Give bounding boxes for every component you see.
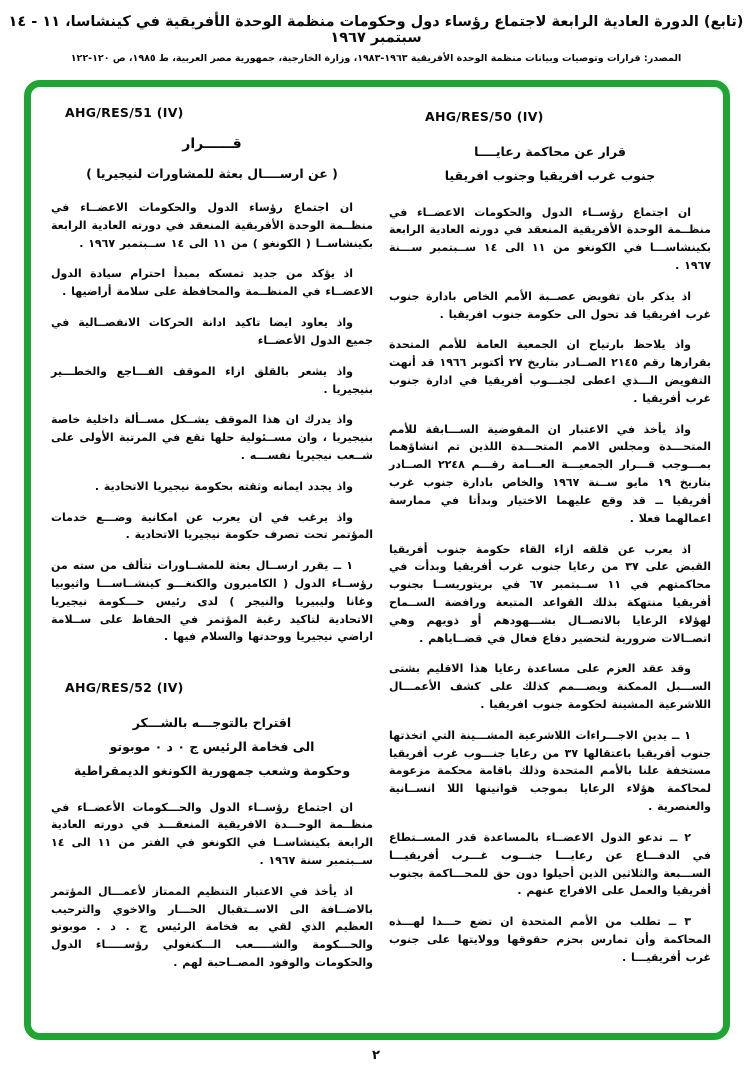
- paragraph: واذ يدرك ان هذا الموقف يشــكل مســألة داخلية خاصة بنيجيريا ، وان مســئولية حلها تقع في المرتبة الأولى على شــعب نيجيريا نفســـه .: [51, 413, 373, 462]
- resolution-52-body: [51, 799, 373, 972]
- paragraph: ١ ــ يدين الاجـــراءات اللاشرعية المشـــينة التي اتخذتها جنوب أفريقيا باعتقالها ٣٧ من رعايا جنـــوب غرب أفريقيا مستخفة علنا بالأمم المتحدة وذلك باقامة محكمة مزعومة لمحاكمة هؤلاء الرعايا بموجب قوانينها اللا انســانية والعنصرية .: [388, 728, 711, 814]
- page-number: ٢: [372, 1048, 380, 1063]
- title-line: اقتراح بالتوجـــه بالشـــكر: [132, 715, 292, 731]
- title-line: قرار عن محاكمة رعايــــا: [474, 144, 626, 159]
- resolution-52: [51, 680, 373, 972]
- resolution-50: [389, 109, 711, 967]
- resolution-51-body: [51, 199, 373, 646]
- corner-artifact-bottom-left: [22, 1022, 43, 1041]
- paragraph: ان اجتماع رؤساء الدول والحكومات الاعضــاء في منظــمة الوحدة الأفريقية المنعقد في دورته العادية الرابعة بكينشاســا ( الكونغو ) من ١١ الى ١٤ ســبتمبر ١٩٦٧ .: [51, 201, 373, 250]
- paragraph: اذ يأخذ في الاعتبار التنظيم الممتاز لأعمـــال المؤتمر بالاضــافة الى الاســتقبال الحـــار والاخوي والترحيب العظيم الذي لقي به فخامة الرئيس ج . د . موبوتو والحـــكومة والشـــــعب الـــكنغولي رؤســـــاء الدول والحكومات والوفود المصــاحبة لهم .: [51, 884, 373, 969]
- right-column: [389, 101, 711, 1019]
- resolution-50-code: AHG/RES/50 (IV): [425, 109, 544, 124]
- paragraph: واذ يأخذ في الاعتبار ان المفوضية الســـابقة للأمم المتحـــدة ومجلس الامم المتحـــدة اللذين تم انشاؤهما بمـــوجب قـــرار الجمعيـــة العـــامة رقـــم ٢٢٤٨ الصــادر بتاريخ ١٩ مايو ســنة ١٩٦٧ والخاص بادارة جنوب غرب أفريقيا ــ قد وقع عليهما الاختيار وبدأتا في ممارسة اعمالهما فعلا .: [389, 422, 711, 525]
- page-header: [0, 14, 752, 64]
- session-title: (تابع) الدورة العادية الرابعة لاجتماع رؤساء دول وحكومات منظمة الوحدة الأفريقية في كينشاسا، ١١ - ١٤ سبتمبر ١٩٦٧: [8, 14, 744, 46]
- paragraph: ١ ــ يقرر ارســال بعثة للمشــاورات تتألف من سته من رؤســاء الدول ( الكاميرون والكنغـــو كينشــاســـا واثيوبيا وغانا وليبيريا والنيجر ) لدى رئيس حـــكومة نيجيريا الاتحادية لتاكيد رغبة المؤتمر في الحفاظ على ســلامة اراضي نيجيريا ووحدتها والسلام فيها .: [51, 559, 373, 644]
- paragraph: واذ يجدد ايمانه وثقته بحكومة نيجيريا الاتحادية .: [94, 479, 353, 493]
- paragraph: وقد عقد العزم على مساعدة رعايا هذا الاقليم بشتى الســـبل الممكنة ويصـــمم كذلك على كشف الأعمـــال اللاشرعية المشينة لحكومة جنوب افريقيا .: [389, 662, 711, 711]
- paragraph: ان اجتماع رؤســاء الدول والحكومات الاعضــاء في منظــمة الوحدة الأفريقية المنعقد في دورته العادية الرابعة بكينشاســـا في الكونغو من ١١ الى ١٤ ســبتمبر ســـنة ١٩٦٧ .: [389, 205, 711, 272]
- resolution-51-title: قــــــرار: [182, 136, 242, 152]
- resolution-51-code: AHG/RES/51 (IV): [65, 105, 184, 120]
- paragraph: واذ يرغب في ان يعرب عن امكانية وضـــع خدمات المؤتمر تحت تصرف حكومة نيجيريا الاتحادية .: [51, 510, 373, 542]
- corner-artifact-top-right: [707, 79, 732, 102]
- resolution-51: [51, 105, 373, 646]
- paragraph: واذ يشعر بالقلق ازاء الموقف الفـــاجع والخطـــير بنيجيريا .: [51, 364, 373, 396]
- paragraph: ان اجتماع رؤســاء الدول والحـــكومات الأعضــاء في منظــمة الوحـــدة الافريقية المنعقـــد في دورته العادية الرابعة بكينشاســا في الكونغو في الفتر من ١١ الى ١٤ ســبتمبر سنة ١٩٦٧ .: [51, 800, 373, 867]
- resolution-50-title: [389, 140, 711, 188]
- resolution-51-subtitle: ( عن ارســــال بعثة للمشاورات لنيجيريا ): [86, 166, 338, 181]
- document-frame: [24, 80, 730, 1040]
- source-citation: المصدر: قرارات وتوصيات وبيانات منظمة الوحدة الأفريقية ١٩٦٣-١٩٨٣، وزارة الخارجية، جمهورية مصر العربية، ط ١٩٨٥، ص ١٢٠-١٢٢: [70, 53, 682, 64]
- paragraph: واذ يعاود ايضا تاكيد ادانة الحركات الانفصــالية في جميع الدول الأعضــاء: [51, 316, 373, 347]
- paragraph: اذ يؤكد من جديد تمسكه بمبدأ احترام سيادة الدول الاعضــاء في المنظــمة والمحافظة على سلامة أراضيها .: [51, 267, 373, 299]
- title-line: جنوب غرب افريقيا وجنوب افريقيا: [444, 167, 656, 183]
- paragraph: ٢ ــ تدعو الدول الاعضــاء بالمساعدة قدر المســتطاع في الدفـــاع عن رعايـــا جنـــوب غـــرب أفريقيـــا الســـبعة والثلاثين الذين أحيلوا دون حق للمحـــاكمة بجنوب أفريقيا والعمل على الافراج عنهم .: [389, 830, 711, 898]
- paragraph: اذ يذكر بان تفويض عصــبة الأمم الخاص بادارة جنوب غرب افريقيا قد تحول الى حكومة جنوب افريقيا .: [389, 289, 711, 321]
- left-column: [51, 101, 373, 1019]
- resolution-52-code: AHG/RES/52 (IV): [65, 680, 184, 696]
- paragraph: ٣ ــ تطلب من الأمم المتحدة ان تضع حـــدا لهـــذه المحاكمة وأن تمارس بحزم حقوقها وولايتها على جنوب غرب أفريقيـــا .: [389, 915, 711, 964]
- resolution-52-title: [51, 711, 373, 782]
- paragraph: واذ يلاحظ بارتياح ان الجمعية العامة للأمم المتحدة بقرارها رقم ٢١٤٥ الصــادر بتاريخ ٢٧ أكتوبر ١٩٦٦ قد أنهت التفويض الـــذي اعطى لجنـــوب أفريقيا في ادارة جنوب غرب أفريقيا .: [389, 338, 712, 405]
- title-line: وحكومة وشعب جمهورية الكونغو الديمقراطية: [73, 762, 351, 778]
- resolution-50-body: [389, 204, 711, 967]
- title-line: الى فخامة الرئيس ج ٠ د ٠ موبوتو: [109, 739, 315, 754]
- paragraph: اذ يعرب عن قلقه ازاء القاء حكومة جنوب أفريقيا القبض على ٣٧ من رعايا جنوب غرب أفريقيا وبدأت في محاكمتهم في ١١ ســبتمبر ٦٧ في بريتوريســا بجنوب أفريقيا منتهكة بذلك القواعد المتبعة ورافضة الســماح لهؤلاء الرعايا بالاتصــال بشـــهودهم أو ذويهم وهي اتصــالات ضرورية لتحضير دفاع فعال في قضــاياهم .: [389, 542, 712, 645]
- columns-container: [51, 101, 711, 1019]
